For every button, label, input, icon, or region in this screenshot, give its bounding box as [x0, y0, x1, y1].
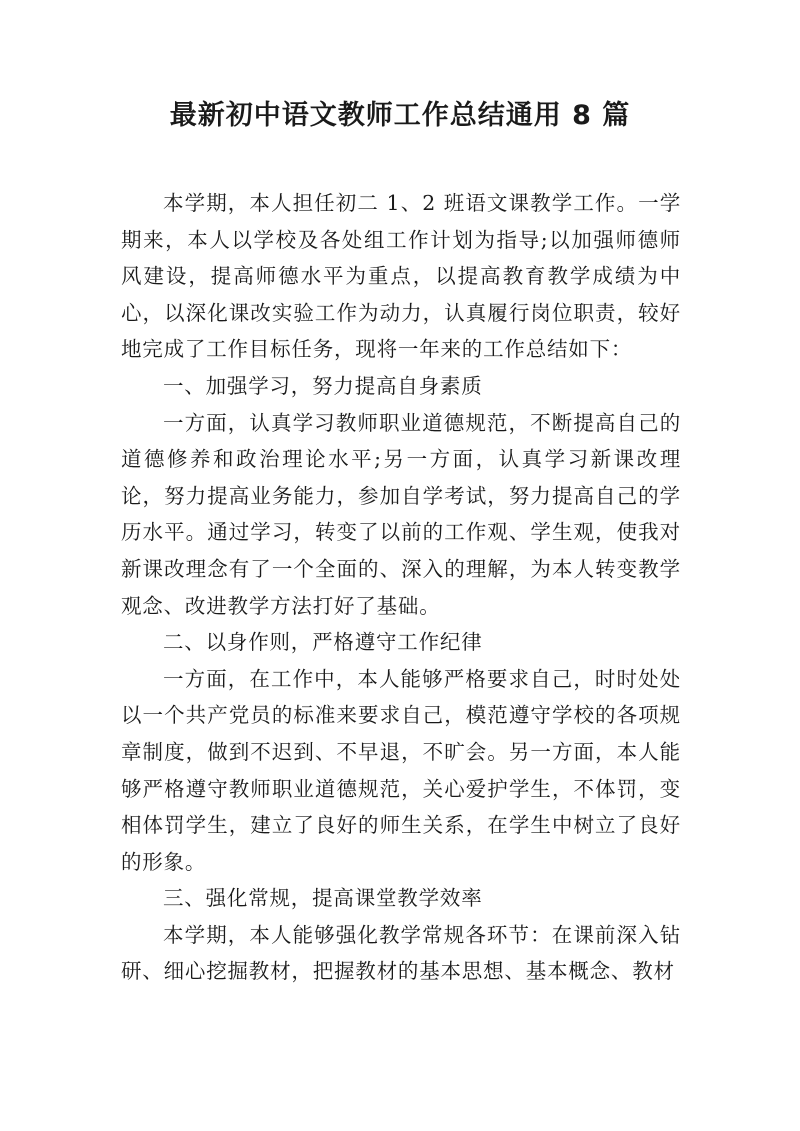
document-body: [121, 185, 681, 990]
section-heading-1: 一、加强学习，努力提高自身素质: [163, 373, 483, 398]
intro-paragraph: 本学期，本人担任初二 1、2 班语文课教学工作。一学期来，本人以学校及各处组工作计划为指导;以加强师德师风建设，提高师德水平为重点，以提高教育教学成绩为中心，以深化课改实验工作为动力，认真履行岗位职责，较好地完成了工作目标任务，现将一年来的工作总结如下：: [121, 191, 681, 362]
section-heading-3: 三、强化常规，提高课堂教学效率: [163, 886, 483, 911]
document-title: 最新初中语文教师工作总结通用 8 篇: [169, 100, 631, 131]
section-paragraph-3: 本学期，本人能够强化教学常规各环节：在课前深入钻研、细心挖掘教材，把握教材的基本思想、基本概念、教材: [121, 922, 681, 984]
section-paragraph-1: 一方面，认真学习教师职业道德规范，不断提高自己的道德修养和政治理论水平;另一方面，认真学习新课改理论，努力提高业务能力，参加自学考试，努力提高自己的学历水平。通过学习，转变了以前的工作观、学生观，使我对新课改理念有了一个全面的、深入的理解，为本人转变教学观念、改进教学方法打好了基础。: [121, 410, 681, 618]
section-heading-2: 二、以身作则，严格遵守工作纪律: [163, 630, 483, 655]
section-paragraph-2: 一方面，在工作中，本人能够严格要求自己，时时处处以一个共产党员的标准来要求自己，模范遵守学校的各项规章制度，做到不迟到、不早退，不旷会。另一方面，本人能够严格遵守教师职业道德规范，关心爱护学生，不体罚，变相体罚学生，建立了良好的师生关系，在学生中树立了良好的形象。: [121, 666, 681, 874]
